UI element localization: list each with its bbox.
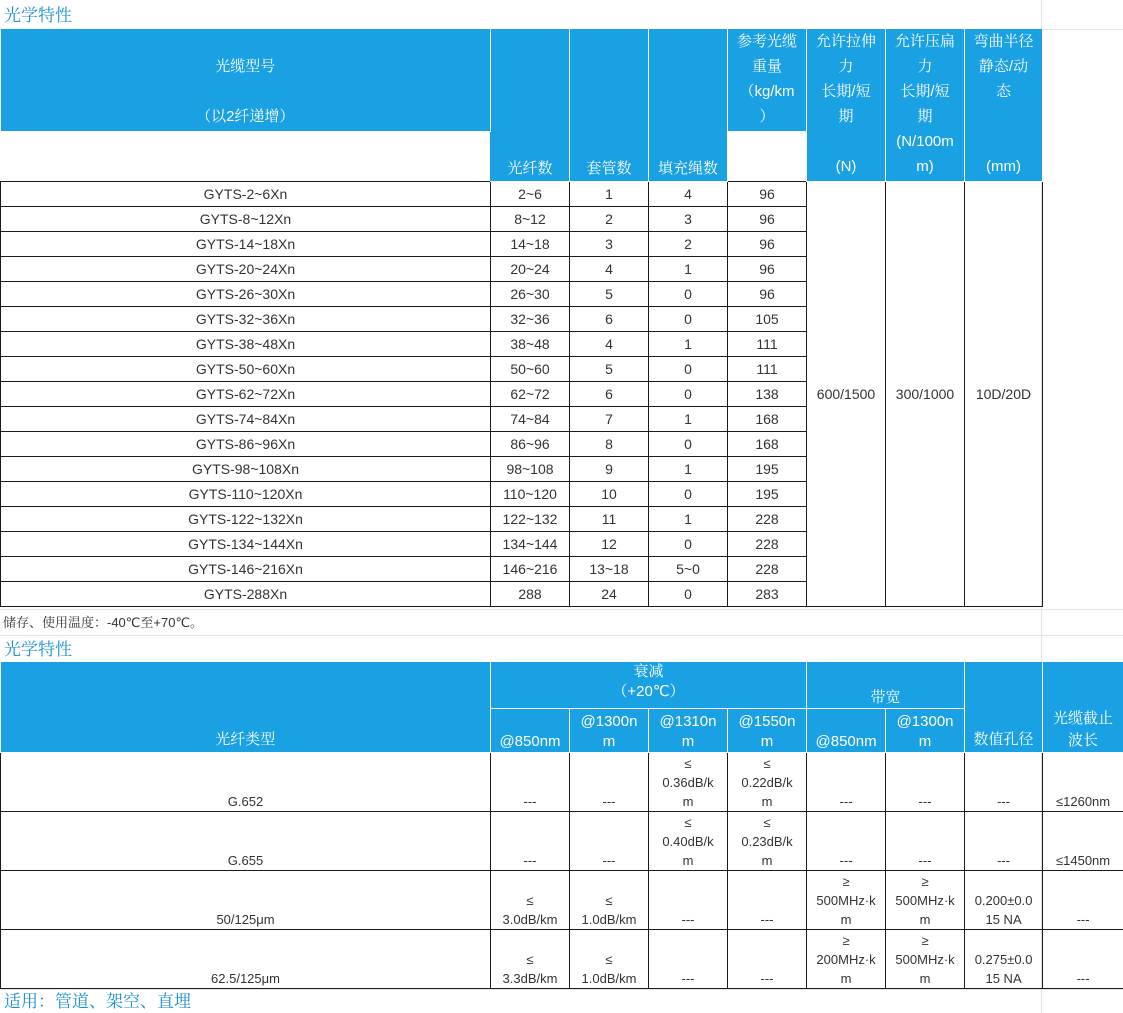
header-model: 光缆型号 （以2纤递增） bbox=[1, 29, 491, 131]
cell-weight: 195 bbox=[728, 456, 807, 481]
cell-model: GYTS-38~48Xn bbox=[1, 331, 491, 356]
cell-fillers: 1 bbox=[649, 456, 728, 481]
cell-b850: ≥ 200MHz·k m bbox=[807, 929, 886, 988]
cell-model: GYTS-98~108Xn bbox=[1, 456, 491, 481]
cell-tubes: 5 bbox=[570, 356, 649, 381]
header-tube-count: 套管数 bbox=[570, 29, 649, 181]
cell-tubes: 1 bbox=[570, 181, 649, 206]
cell-cutoff: ≤1260nm bbox=[1043, 752, 1123, 811]
cell-fillers: 2 bbox=[649, 231, 728, 256]
cell-b1300: ≥ 500MHz·k m bbox=[886, 929, 965, 988]
cell-weight: 168 bbox=[728, 406, 807, 431]
cell-weight: 96 bbox=[728, 231, 807, 256]
cell-fillers: 3 bbox=[649, 206, 728, 231]
cell-a1550: ≤ 0.23dB/k m bbox=[728, 811, 807, 870]
cell-a1550: --- bbox=[728, 929, 807, 988]
cell-a1300: --- bbox=[570, 811, 649, 870]
cell-tubes: 2 bbox=[570, 206, 649, 231]
cell-tensile-merged: 600/1500 bbox=[807, 181, 886, 606]
cell-b850: --- bbox=[807, 811, 886, 870]
header-cutoff-wavelength: 光缆截止 波长 bbox=[1043, 662, 1123, 752]
cell-fillers: 0 bbox=[649, 381, 728, 406]
cell-na: --- bbox=[965, 752, 1043, 811]
cell-tubes: 6 bbox=[570, 381, 649, 406]
cell-model: GYTS-122~132Xn bbox=[1, 506, 491, 531]
table-row bbox=[1, 181, 1043, 206]
cell-fillers: 0 bbox=[649, 281, 728, 306]
cell-cutoff: --- bbox=[1043, 870, 1123, 929]
cell-fillers: 0 bbox=[649, 481, 728, 506]
cell-weight: 138 bbox=[728, 381, 807, 406]
cell-fibers: 74~84 bbox=[491, 406, 570, 431]
cell-tubes: 8 bbox=[570, 431, 649, 456]
cell-model: GYTS-8~12Xn bbox=[1, 206, 491, 231]
header-fiber-type: 光纤类型 bbox=[1, 662, 491, 752]
cell-fillers: 0 bbox=[649, 531, 728, 556]
cell-fibers: 32~36 bbox=[491, 306, 570, 331]
table-row bbox=[1, 929, 1123, 988]
cell-crush-merged: 300/1000 bbox=[886, 181, 965, 606]
cell-weight: 111 bbox=[728, 356, 807, 381]
cell-fillers: 1 bbox=[649, 506, 728, 531]
cell-a1550: ≤ 0.22dB/k m bbox=[728, 752, 807, 811]
header-blank bbox=[728, 131, 807, 181]
cell-a1300: ≤ 1.0dB/km bbox=[570, 929, 649, 988]
cell-fiber-type: 62.5/125μm bbox=[1, 929, 491, 988]
header-numerical-aperture: 数值孔径 bbox=[965, 662, 1043, 752]
cell-a1310: --- bbox=[649, 929, 728, 988]
cell-a850: ≤ 3.0dB/km bbox=[491, 870, 570, 929]
cell-cutoff: --- bbox=[1043, 929, 1123, 988]
table-row bbox=[1, 870, 1123, 929]
cell-weight: 105 bbox=[728, 306, 807, 331]
cell-a850: ≤ 3.3dB/km bbox=[491, 929, 570, 988]
cell-model: GYTS-20~24Xn bbox=[1, 256, 491, 281]
cell-weight: 111 bbox=[728, 331, 807, 356]
cell-fibers: 288 bbox=[491, 581, 570, 606]
cell-fillers: 0 bbox=[649, 356, 728, 381]
cell-a1550: --- bbox=[728, 870, 807, 929]
applications-footer: 适用：管道、架空、直埋 bbox=[4, 992, 191, 1011]
cell-na: --- bbox=[965, 811, 1043, 870]
cell-fibers: 86~96 bbox=[491, 431, 570, 456]
cell-fibers: 14~18 bbox=[491, 231, 570, 256]
cell-model: GYTS-14~18Xn bbox=[1, 231, 491, 256]
cell-fillers: 5~0 bbox=[649, 556, 728, 581]
cell-weight: 228 bbox=[728, 556, 807, 581]
header-att-1310: @1310n m bbox=[649, 708, 728, 752]
cell-b850: --- bbox=[807, 752, 886, 811]
cell-fiber-type: G.655 bbox=[1, 811, 491, 870]
cell-weight: 228 bbox=[728, 531, 807, 556]
cell-fiber-type: 50/125μm bbox=[1, 870, 491, 929]
section-title: 光学特性 bbox=[4, 6, 72, 25]
cell-fibers: 146~216 bbox=[491, 556, 570, 581]
gridline bbox=[0, 609, 1123, 610]
header-weight: 参考光缆 重量 （kg/km ） bbox=[728, 29, 807, 131]
cell-a1300: --- bbox=[570, 752, 649, 811]
cell-bend-merged: 10D/20D bbox=[965, 181, 1043, 606]
cell-fibers: 20~24 bbox=[491, 256, 570, 281]
cell-tubes: 24 bbox=[570, 581, 649, 606]
header-tensile: 允许拉伸 力 长期/短 期 (N) bbox=[807, 29, 886, 181]
cell-tubes: 13~18 bbox=[570, 556, 649, 581]
cable-spec-table bbox=[0, 29, 1043, 607]
cell-weight: 96 bbox=[728, 181, 807, 206]
header-att-1300: @1300n m bbox=[570, 708, 649, 752]
cell-tubes: 4 bbox=[570, 256, 649, 281]
cell-na: 0.275±0.0 15 NA bbox=[965, 929, 1043, 988]
cell-model: GYTS-86~96Xn bbox=[1, 431, 491, 456]
cell-fibers: 50~60 bbox=[491, 356, 570, 381]
gridline bbox=[0, 989, 1123, 990]
cell-fillers: 0 bbox=[649, 581, 728, 606]
cell-model: GYTS-32~36Xn bbox=[1, 306, 491, 331]
header-att-850: @850nm bbox=[491, 708, 570, 752]
cell-fillers: 1 bbox=[649, 256, 728, 281]
header-bandwidth: 带宽 bbox=[807, 662, 965, 708]
cell-model: GYTS-62~72Xn bbox=[1, 381, 491, 406]
cell-b1300: --- bbox=[886, 752, 965, 811]
cell-tubes: 4 bbox=[570, 331, 649, 356]
cell-tubes: 10 bbox=[570, 481, 649, 506]
cell-weight: 96 bbox=[728, 206, 807, 231]
cell-tubes: 5 bbox=[570, 281, 649, 306]
cell-a1310: --- bbox=[649, 870, 728, 929]
table-row bbox=[1, 811, 1123, 870]
cell-weight: 168 bbox=[728, 431, 807, 456]
cell-fillers: 0 bbox=[649, 431, 728, 456]
cell-fibers: 98~108 bbox=[491, 456, 570, 481]
cell-fillers: 1 bbox=[649, 406, 728, 431]
cell-tubes: 9 bbox=[570, 456, 649, 481]
cell-tubes: 3 bbox=[570, 231, 649, 256]
cell-b1300: --- bbox=[886, 811, 965, 870]
cell-b1300: ≥ 500MHz·k m bbox=[886, 870, 965, 929]
header-filler-count: 填充绳数 bbox=[649, 29, 728, 181]
cell-weight: 228 bbox=[728, 506, 807, 531]
cell-na: 0.200±0.0 15 NA bbox=[965, 870, 1043, 929]
header-blank bbox=[1, 131, 491, 181]
cell-a1300: ≤ 1.0dB/km bbox=[570, 870, 649, 929]
cell-a850: --- bbox=[491, 752, 570, 811]
cell-fibers: 38~48 bbox=[491, 331, 570, 356]
header-bw-850: @850nm bbox=[807, 708, 886, 752]
header-fiber-count: 光纤数 bbox=[491, 29, 570, 181]
cell-model: GYTS-2~6Xn bbox=[1, 181, 491, 206]
header-crush: 允许压扁 力 长期/短 期 (N/100m m) bbox=[886, 29, 965, 181]
cell-b850: ≥ 500MHz·k m bbox=[807, 870, 886, 929]
cell-model: GYTS-50~60Xn bbox=[1, 356, 491, 381]
gridline bbox=[0, 635, 1123, 636]
cell-fiber-type: G.652 bbox=[1, 752, 491, 811]
cell-tubes: 7 bbox=[570, 406, 649, 431]
cell-fillers: 0 bbox=[649, 306, 728, 331]
cell-fibers: 122~132 bbox=[491, 506, 570, 531]
section-title: 光学特性 bbox=[4, 640, 72, 659]
cell-model: GYTS-26~30Xn bbox=[1, 281, 491, 306]
cell-fibers: 62~72 bbox=[491, 381, 570, 406]
cell-a1310: ≤ 0.36dB/k m bbox=[649, 752, 728, 811]
storage-temperature-note: 储存、使用温度：-40℃至+70℃。 bbox=[3, 615, 204, 630]
header-att-1550: @1550n m bbox=[728, 708, 807, 752]
cell-a1310: ≤ 0.40dB/k m bbox=[649, 811, 728, 870]
cell-a850: --- bbox=[491, 811, 570, 870]
cell-cutoff: ≤1450nm bbox=[1043, 811, 1123, 870]
cell-fillers: 1 bbox=[649, 331, 728, 356]
cell-fibers: 110~120 bbox=[491, 481, 570, 506]
cell-fibers: 8~12 bbox=[491, 206, 570, 231]
table-row bbox=[1, 752, 1123, 811]
header-bend-radius: 弯曲半径 静态/动 态 (mm) bbox=[965, 29, 1043, 181]
cell-model: GYTS-288Xn bbox=[1, 581, 491, 606]
cell-tubes: 12 bbox=[570, 531, 649, 556]
cell-weight: 96 bbox=[728, 281, 807, 306]
cell-model: GYTS-146~216Xn bbox=[1, 556, 491, 581]
header-bw-1300: @1300n m bbox=[886, 708, 965, 752]
cell-fillers: 4 bbox=[649, 181, 728, 206]
cell-tubes: 6 bbox=[570, 306, 649, 331]
cell-model: GYTS-134~144Xn bbox=[1, 531, 491, 556]
optical-characteristics-table bbox=[0, 662, 1123, 989]
cell-weight: 195 bbox=[728, 481, 807, 506]
cell-weight: 96 bbox=[728, 256, 807, 281]
cell-model: GYTS-110~120Xn bbox=[1, 481, 491, 506]
cell-tubes: 11 bbox=[570, 506, 649, 531]
cell-model: GYTS-74~84Xn bbox=[1, 406, 491, 431]
cell-weight: 283 bbox=[728, 581, 807, 606]
cell-fibers: 134~144 bbox=[491, 531, 570, 556]
cell-fibers: 26~30 bbox=[491, 281, 570, 306]
header-attenuation: 衰减 （+20℃） bbox=[491, 662, 807, 708]
cell-fibers: 2~6 bbox=[491, 181, 570, 206]
